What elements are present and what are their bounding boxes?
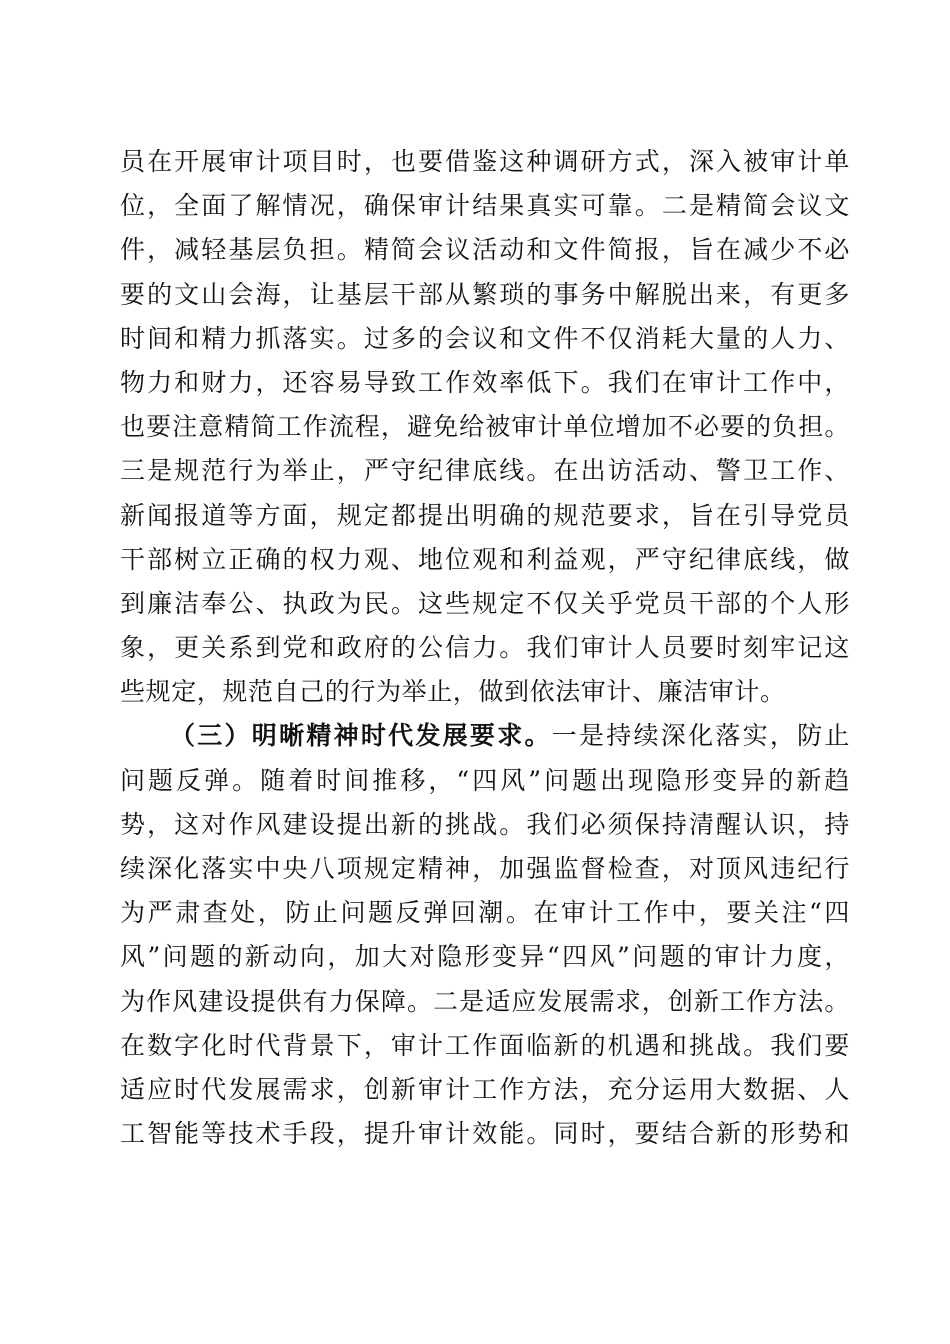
text-line: 时间和精力抓落实。过多的会议和文件不仅消耗大量的人力、 (120, 323, 850, 353)
text-line: 风”问题的新动向，加大对隐形变异“四风”问题的审计力度， (120, 942, 850, 972)
text-line: 为严肃查处，防止问题反弹回潮。在审计工作中，要关注“四 (120, 898, 850, 928)
text-line: 适应时代发展需求，创新审计工作方法，充分运用大数据、人 (120, 1074, 850, 1104)
text-line: 物力和财力，还容易导致工作效率低下。我们在审计工作中， (120, 367, 850, 397)
text-line: 象，更关系到党和政府的公信力。我们审计人员要时刻牢记这 (120, 633, 850, 663)
text-line: 件，减轻基层负担。精简会议活动和文件简报，旨在减少不必 (120, 235, 850, 265)
text-line: 员在开展审计项目时，也要借鉴这种调研方式，深入被审计单 (120, 147, 850, 176)
text-line: 问题反弹。随着时间推移，“四风”问题出现隐形变异的新趋 (120, 765, 850, 795)
text-line: 续深化落实中央八项规定精神，加强监督检查，对顶风违纪行 (120, 854, 850, 883)
text-line: 势，这对作风建设提出新的挑战。我们必须保持清醒认识，持 (120, 809, 850, 839)
section-3-heading: （三）明晰精神时代发展要求。 (170, 721, 552, 751)
text-line: 工智能等技术手段，提升审计效能。同时，要结合新的形势和 (120, 1119, 850, 1149)
section-heading-line (120, 714, 850, 758)
text-line: 到廉洁奉公、执政为民。这些规定不仅关乎党员干部的个人形 (120, 588, 850, 618)
text-line: 新闻报道等方面，规定都提出明确的规范要求，旨在引导党员 (120, 500, 850, 530)
section-3-first-text: 一是持续深化落实，防止 (551, 721, 850, 751)
text-line: 干部树立正确的权力观、地位观和利益观，严守纪律底线，做 (120, 544, 850, 574)
body-text (120, 140, 850, 1156)
text-line: 为作风建设提供有力保障。二是适应发展需求，创新工作方法。 (120, 986, 850, 1016)
text-line: 位，全面了解情况，确保审计结果真实可靠。二是精简会议文 (120, 191, 850, 221)
text-line: 也要注意精简工作流程，避免给被审计单位增加不必要的负担。 (120, 412, 850, 442)
text-line: 三是规范行为举止，严守纪律底线。在出访活动、警卫工作、 (120, 456, 850, 486)
text-line: 些规定，规范自己的行为举止，做到依法审计、廉洁审计。 (120, 677, 786, 707)
text-line: 在数字化时代背景下，审计工作面临新的机遇和挑战。我们要 (120, 1030, 850, 1060)
text-line: 要的文山会海，让基层干部从繁琐的事务中解脱出来，有更多 (120, 279, 850, 309)
